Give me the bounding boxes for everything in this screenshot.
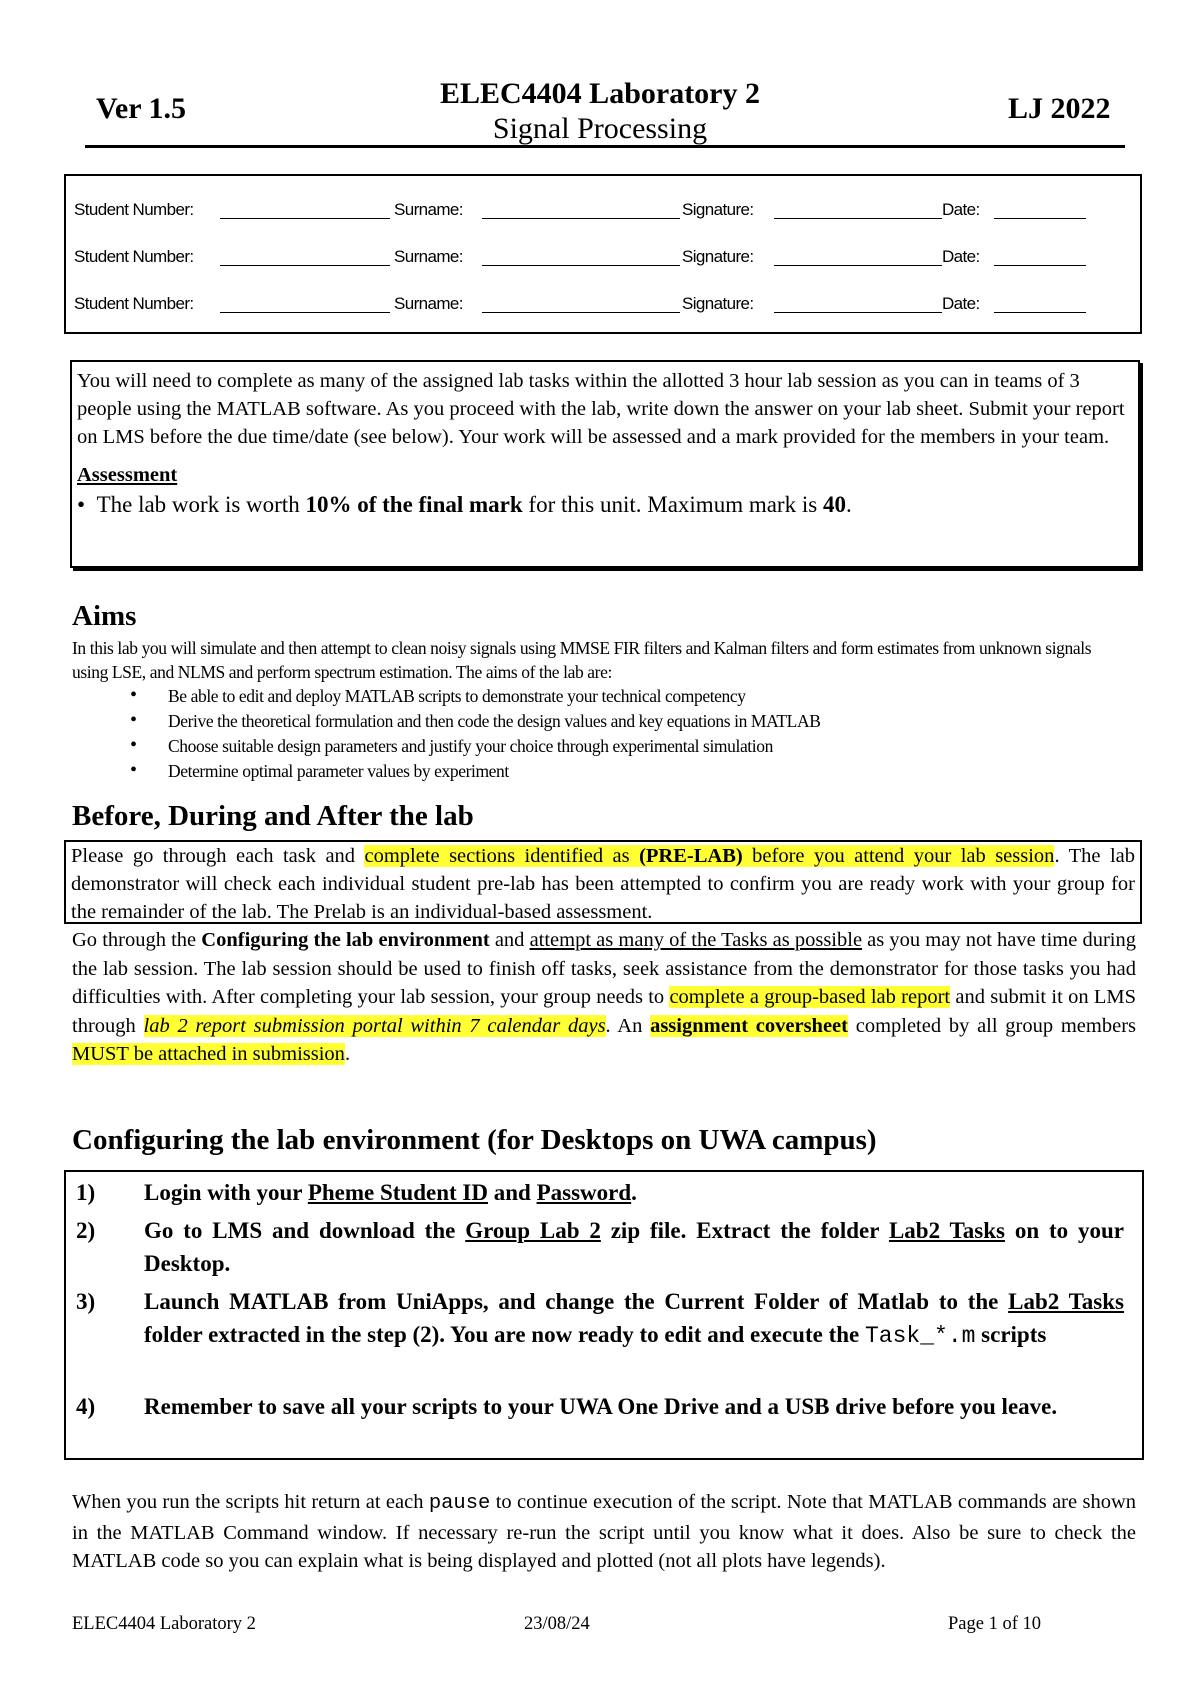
config-steps-box [64, 1170, 1144, 1460]
aims-list-item: • Be able to edit and deploy MATLAB scripts to demonstrate your technical competency [130, 684, 820, 709]
student-number-label: Student Number: [74, 247, 194, 266]
surname-label: Surname: [394, 294, 463, 313]
config-step [76, 1176, 1126, 1209]
config-step-text: Remember to save all your scripts to your UWA One Drive and a USB drive before you leave. [144, 1394, 1058, 1419]
intro-paragraph: You will need to complete as many of the assigned lab tasks within the allotted 3 hour lab session as you can in teams of 3 people using the MATLAB software. As you proceed with the lab, write down the answer on your lab sheet. Submit your report on LMS before the due time/date (see below). Your work will be assessed and a mark provided for the members in your team. [77, 370, 1125, 448]
student-number-field[interactable] [220, 294, 390, 313]
config-step-number: 4) [76, 1394, 96, 1419]
aims-list-item: • Choose suitable design parameters and justify your choice through experimental simulation [130, 734, 820, 759]
config-step [76, 1285, 1126, 1384]
student-number-label: Student Number: [74, 294, 194, 313]
signature-label: Signature: [682, 200, 754, 219]
aims-list-item: • Determine optimal parameter values by experiment [130, 759, 820, 784]
task-script-pattern: Task_*.m [865, 1323, 976, 1349]
aims-list [130, 684, 820, 784]
config-step-number: 3) [76, 1289, 96, 1314]
intro-box [70, 360, 1140, 568]
before-during-after-heading: Before, During and After the lab [72, 800, 474, 832]
config-step-text: Login with your Pheme Student ID and Password. [144, 1180, 637, 1205]
date-field[interactable] [994, 294, 1086, 313]
signature-field[interactable] [774, 247, 942, 266]
config-step [76, 1390, 1126, 1456]
lab-instructions-paragraph: Go through the Configuring the lab environment and attempt as many of the Tasks as possible as you may not have time during the lab session. The lab session should be used to finish off tasks, seek assistance from the demonstrator for those tasks you had difficulties with. After completing your lab session, your group needs to complete a group-based lab report and submit it on LMS through lab 2 report submission portal within 7 calendar days. An assignment coversheet completed by all group members MUST be attached in submission. [72, 929, 1137, 1065]
assessment-heading: Assessment [77, 464, 178, 486]
config-step [76, 1214, 1126, 1280]
run-scripts-paragraph: When you run the scripts hit return at each pause to continue execution of the script. Note that MATLAB commands are shown in the MATLAB Command window. If necessary re-run the script until you know what it does. Also be sure to check the MATLAB code so you can explain what is being displayed and plotted (not all plots have legends). [72, 1491, 1136, 1572]
aims-paragraph: In this lab you will simulate and then attempt to clean noisy signals using MMSE FIR filters and Kalman filters and form estimates from unknown signals using LSE, and NLMS and perform spectrum estimation. The aims of the lab are: [72, 638, 1092, 682]
config-step-number: 1) [76, 1180, 96, 1205]
assessment-item: • The lab work is worth 10% of the final mark for this unit. Maximum mark is 40. [77, 492, 852, 517]
student-number-field[interactable] [220, 200, 390, 219]
student-number-label: Student Number: [74, 200, 194, 219]
surname-field[interactable] [482, 294, 680, 313]
date-label: Date: [942, 294, 980, 313]
document-title: ELEC4404 Laboratory 2 [439, 77, 760, 110]
document-subtitle: Signal Processing [492, 112, 708, 145]
header-right-label: LJ 2022 [1008, 92, 1111, 125]
surname-field[interactable] [482, 247, 680, 266]
date-field[interactable] [994, 200, 1086, 219]
footer-left: ELEC4404 Laboratory 2 [72, 1614, 256, 1634]
date-field[interactable] [994, 247, 1086, 266]
bullet-icon: • [77, 492, 86, 517]
surname-label: Surname: [394, 200, 463, 219]
pause-command: pause [428, 1492, 491, 1515]
config-step-text: Go to LMS and download the Group Lab 2 zip file. Extract the folder Lab2 Tasks on to your Desktop. [144, 1218, 1125, 1276]
student-details-box [64, 174, 1142, 334]
footer-page-number: Page 1 of 10 [948, 1614, 1041, 1634]
submission-portal-link[interactable]: lab 2 report submission portal within 7 calendar days [143, 1014, 606, 1037]
header-divider [85, 145, 1125, 148]
surname-label: Surname: [394, 247, 463, 266]
student-number-field[interactable] [220, 247, 390, 266]
config-step-number: 2) [76, 1218, 96, 1243]
surname-field[interactable] [482, 200, 680, 219]
document-title-block [380, 76, 820, 146]
date-label: Date: [942, 200, 980, 219]
signature-label: Signature: [682, 294, 754, 313]
version-label: Ver 1.5 [96, 92, 186, 125]
config-heading: Configuring the lab environment (for Desktops on UWA campus) [72, 1124, 877, 1156]
aims-heading: Aims [72, 600, 137, 632]
date-label: Date: [942, 247, 980, 266]
signature-label: Signature: [682, 247, 754, 266]
signature-field[interactable] [774, 294, 942, 313]
aims-list-item: • Derive the theoretical formulation and then code the design values and key equations in MATLAB [130, 709, 820, 734]
signature-field[interactable] [774, 200, 942, 219]
config-step-text: Launch MATLAB from UniApps, and change the Current Folder of Matlab to the Lab2 Tasks folder extracted in the step (2). You are now ready to edit and execute the Task_*.m scripts [144, 1289, 1125, 1349]
prelab-notice-box: Please go through each task and complete sections identified as (PRE-LAB) before you attend your lab session. The lab demonstrator will check each individual student pre-lab has been attempted to confirm you are ready work with your group for the remainder of the lab. The Prelab is an individual-based assessment. [64, 840, 1142, 924]
footer-date: 23/08/24 [524, 1614, 590, 1634]
